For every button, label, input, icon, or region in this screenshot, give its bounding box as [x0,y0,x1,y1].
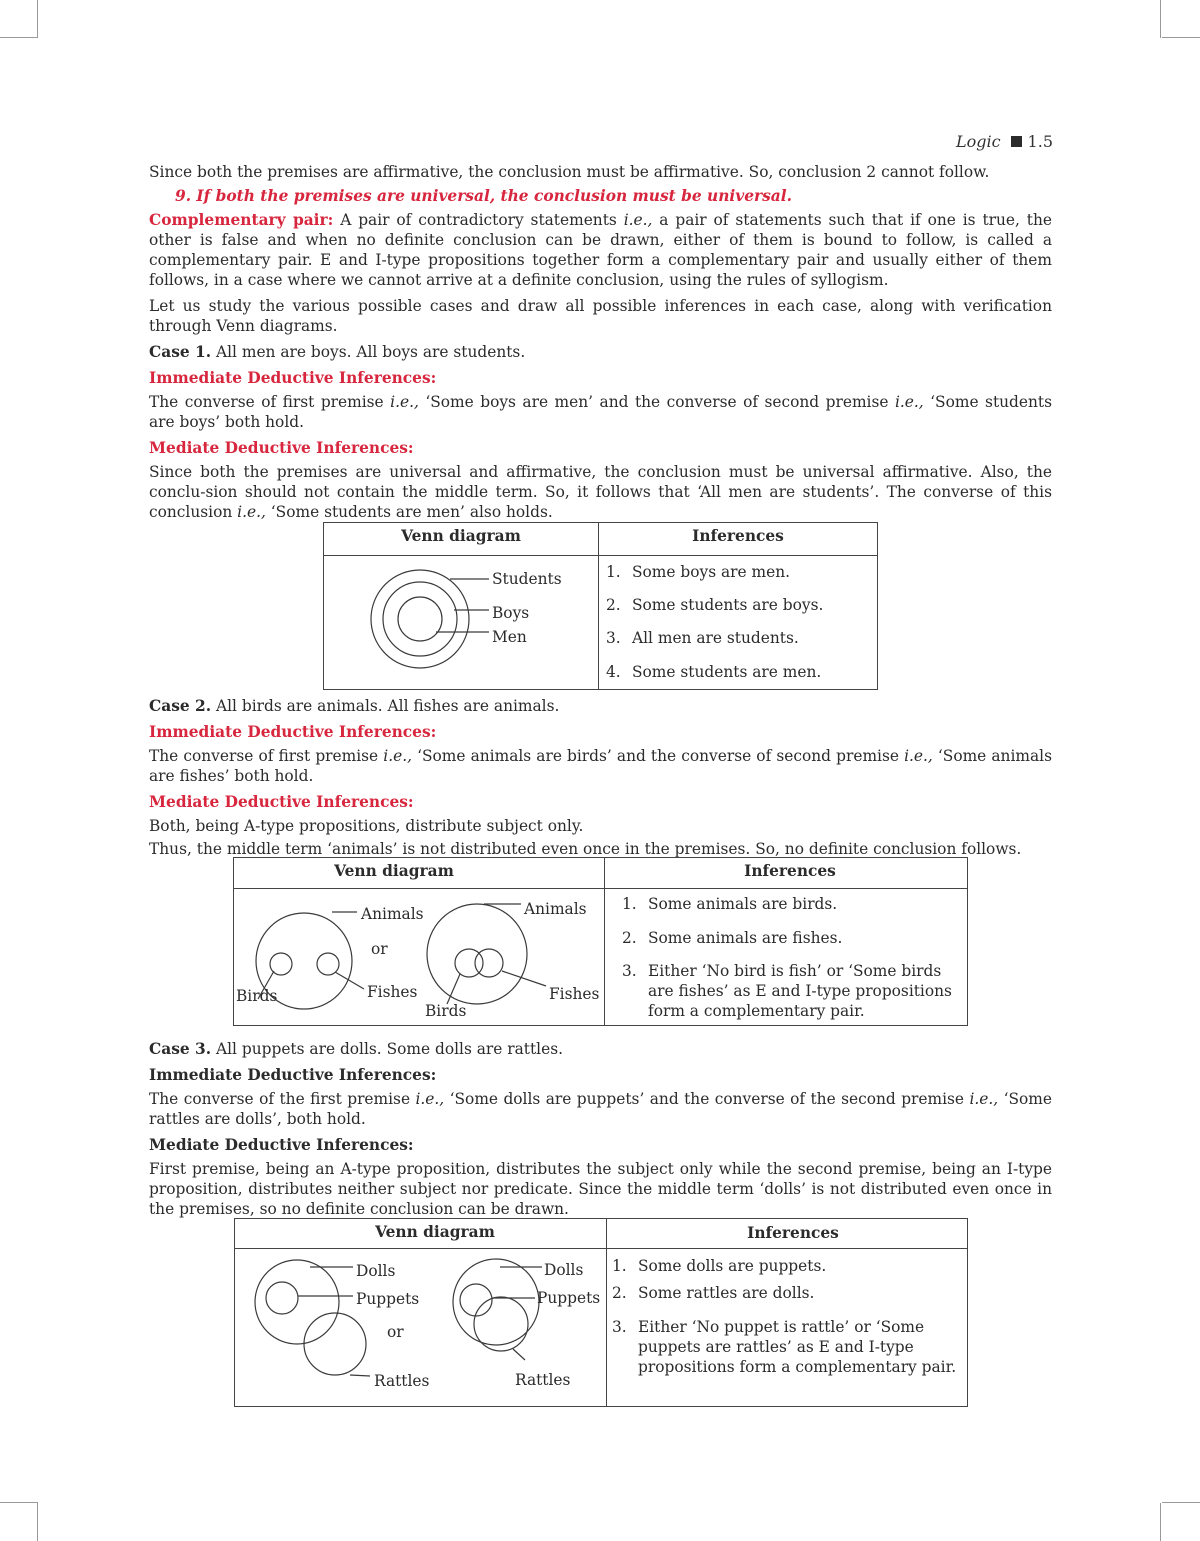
paragraph: The converse of first premise i.e., ‘Some boys are men’ and the converse of second premise i.e., ‘Some students are boys’ both hold. [149,393,1052,431]
heading-mediate: Mediate Deductive Inferences: [149,439,414,457]
venn-diagram-case-2 [234,858,604,1025]
circle-men [398,597,442,641]
case-3-statement: Case 3. All puppets are dolls. Some dolls are rattles. [149,1040,563,1058]
paragraph: First premise, being an A-type proposition, distributes the subject only while the second premise, being an I-type proposition, distributes neither subject nor predicate. Since the middle term ‘dolls’ is not distributed even once in the premises, so no definite conclusion can be drawn. [149,1160,1052,1218]
section-case-3 [149,1039,1052,1219]
circle-dolls-right [453,1259,539,1345]
circle-puppets-right [460,1284,492,1316]
case-2-statement: Case 2. All birds are animals. All fishes are animals. [149,697,560,715]
crop-mark [1160,1503,1161,1541]
case-1-statement: Case 1. All men are boys. All boys are students. [149,343,526,361]
circle-students [371,570,469,668]
label-boys: Boys [492,604,530,622]
venn-heading: Venn diagram [401,527,521,545]
heading-immediate: Immediate Deductive Inferences: [149,723,437,741]
circle-fishes-right [475,949,503,977]
circle-boys [383,582,457,656]
label-dolls: Dolls [544,1261,584,1279]
crop-mark [37,0,38,38]
complementary-pair-paragraph: Complementary pair: A pair of contradictory statements i.e., a pair of statements such that if one is true, the other is false and when no definite conclusion can be drawn, either of them is bound to follow, is called a complementary pair. E and I-type propositions together form a complementary pair and usually either of them follows, in a case where we cannot arrive at a definite conclusion, using the rules of syllogism. [149,211,1053,289]
label-fishes: Fishes [367,983,418,1001]
header-title: Logic [955,132,1001,151]
paragraph: Since both the premises are universal and affirmative, the conclusion must be universal affirmative. Also, the conclu-sion should not contain the middle term. So, it follows that ‘All men are students’. The converse of this conclusion i.e., ‘Some students are men’ also holds. [149,463,1052,521]
circle-puppets-left [266,1282,298,1314]
heading-mediate: Mediate Deductive Inferences: [149,793,414,811]
label-animals: Animals [361,905,424,923]
crop-mark [0,37,38,38]
heading-immediate: Immediate Deductive Inferences: [149,1066,437,1084]
case-3-table: Venn diagram Inferences Dolls Puppets or Rattles Dolls Puppets Rattles 1. Some dolls are puppets. 2. Some rattles are dolls. 3. Either ‘No puppet is rattle’ or ‘Some puppets are rattles’ as E and I-type propositions form a complementary pair. [234,1218,968,1407]
paragraph: The converse of first premise i.e., ‘Some animals are birds’ and the converse of second premise i.e., ‘Some animals are fishes’ both hold. [149,747,1052,785]
crop-mark [1160,0,1161,38]
crop-mark [37,1503,38,1541]
crop-mark [0,1502,38,1503]
venn-heading: Venn diagram [375,1223,495,1241]
label-or: or [371,940,388,958]
page-number: 1.5 [1027,132,1053,151]
case-2-table: Venn diagram Inferences Animals or Birds Fishes Animals Birds Fishes 1. Some animals are birds. 2. Some animals are fishes. 3. Either ‘No bird is fish’ or ‘Some birds are fishes’ as E and I-type propositions form a complementary pair. [233,857,968,1026]
rule-9: 9. If both the premises are universal, the conclusion must be universal. [175,187,792,205]
paragraph: The converse of the first premise i.e., ‘Some dolls are puppets’ and the converse of the second premise i.e., ‘Some rattles are dolls’, both hold. [149,1090,1052,1128]
label-students: Students [492,570,562,588]
inferences-heading: Inferences [692,527,784,545]
label-rattles: Rattles [374,1372,430,1390]
term-label: Complementary pair: [149,211,334,229]
paragraph: Let us study the various possible cases and draw all possible inferences in each case, along with verification through Venn diagrams. [149,297,1052,335]
circle-animals-right [427,904,527,1004]
column-divider [604,858,605,1025]
circle-rattles-left [304,1313,366,1375]
label-or: or [387,1323,404,1341]
paragraph: Both, being A-type propositions, distribute subject only. [149,817,584,835]
heading-immediate: Immediate Deductive Inferences: [149,369,437,387]
square-bullet-icon [1011,136,1022,147]
paragraph: Since both the premises are affirmative, the conclusion must be affirmative. So, conclusion 2 cannot follow. [149,163,990,181]
label-birds: Birds [236,987,278,1005]
label-rattles: Rattles [515,1371,571,1389]
label-puppets: Puppets [537,1289,601,1307]
inferences-heading: Inferences [744,862,836,880]
label-fishes: Fishes [549,985,600,1003]
label-dolls: Dolls [356,1262,396,1280]
crop-mark [1162,1502,1200,1503]
section-case-2 [149,696,1052,859]
running-header [956,132,1053,151]
label-birds: Birds [425,1002,467,1020]
circle-fishes-left [317,953,339,975]
case-1-table: Venn diagram Inferences Students Boys Men 1. Some boys are men. 2. Some students are boys. 3. All men are students. 4. Some students are men. [323,522,878,690]
label-puppets: Puppets [356,1290,420,1308]
circle-rattles-right [474,1297,528,1351]
venn-diagram-case-3 [235,1219,606,1406]
column-divider [598,523,599,689]
inferences-heading: Inferences [747,1224,839,1242]
crop-mark [1162,37,1200,38]
label-men: Men [492,628,527,646]
venn-diagram-case-1 [324,523,598,689]
heading-mediate: Mediate Deductive Inferences: [149,1136,414,1154]
label-animals: Animals [524,900,587,918]
paragraph: Thus, the middle term ‘animals’ is not distributed even once in the premises. So, no definite conclusion follows. [149,840,1022,858]
venn-heading: Venn diagram [334,862,454,880]
section-intro [149,162,1052,522]
